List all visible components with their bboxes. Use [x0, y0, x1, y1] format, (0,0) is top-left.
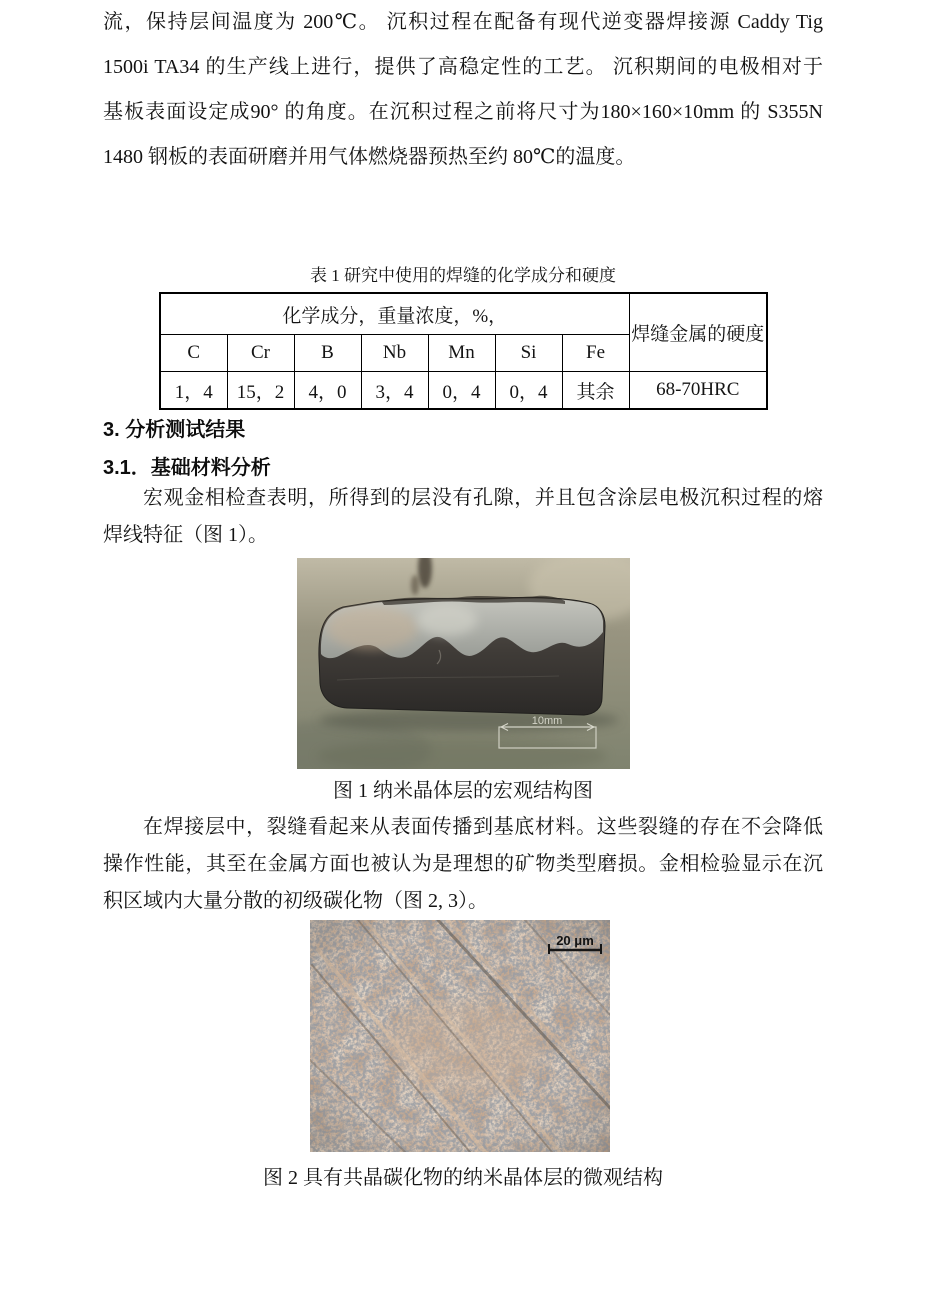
table-value-si: 0，4	[495, 372, 562, 410]
table-value-c: 1，4	[160, 372, 227, 410]
table-col-fe: Fe	[562, 335, 629, 372]
table-value-hardness: 68-70HRC	[629, 372, 767, 410]
table-col-cr: Cr	[227, 335, 294, 372]
paragraph-deposition-process	[103, 0, 823, 180]
table-value-cr: 15，2	[227, 372, 294, 410]
scale-bar-20um	[549, 933, 601, 954]
subsection-heading-base-material: 3.1．基础材料分析	[103, 457, 271, 479]
table-header-composition: 化学成分，重量浓度，%，	[160, 293, 629, 335]
composition-table	[159, 292, 768, 410]
paragraph-cracks-carbides	[103, 809, 823, 920]
paragraph-line: 积区域内大量分散的初级碳化物（图 2, 3）。	[103, 890, 488, 912]
figure-2-caption: 图 2 具有共晶碳化物的纳米晶体层的微观结构	[263, 1167, 663, 1189]
paragraph-line: 操作性能，其至在金属方面也被认为是理想的矿物类型磨损。金相检验显示在沉	[103, 853, 823, 875]
table-header-hardness: 焊缝金属的硬度	[629, 293, 767, 372]
paragraph-line: 1500i TA34 的生产线上进行，提供了高稳定性的工艺。 沉积期间的电极相对于	[103, 56, 823, 78]
table-value-b: 4，0	[294, 372, 361, 410]
table-row	[160, 372, 767, 410]
table-col-b: B	[294, 335, 361, 372]
paragraph-line: 在焊接层中，裂缝看起来从表面传播到基底材料。这些裂缝的存在不会降低	[143, 816, 823, 838]
figure-1-caption: 图 1 纳米晶体层的宏观结构图	[333, 780, 593, 802]
paragraph-line: 1480 钢板的表面研磨并用气体燃烧器预热至约 80℃的温度。	[103, 146, 636, 168]
scale-label-10mm: 10mm	[531, 715, 563, 727]
table-caption: 表 1 研究中使用的焊缝的化学成分和硬度	[310, 266, 616, 285]
table-col-nb: Nb	[361, 335, 428, 372]
paragraph-line: 基板表面设定成90° 的角度。在沉积过程之前将尺寸为180×160×10mm 的 S355N	[103, 101, 823, 123]
table-col-mn: Mn	[428, 335, 495, 372]
table-col-si: Si	[495, 335, 562, 372]
table-value-fe: 其余	[562, 372, 629, 410]
section-heading-results: 3. 分析测试结果	[103, 419, 246, 441]
metal-sample	[319, 596, 605, 715]
paragraph-line: 流，保持层间温度为 200℃。 沉积过程在配备有现代逆变器焊接源 Caddy Tig	[103, 11, 823, 33]
table-value-mn: 0，4	[428, 372, 495, 410]
figure-1-macro-photo	[297, 558, 630, 769]
figure-2-micro-photo	[310, 920, 610, 1152]
table-col-c: C	[160, 335, 227, 372]
table-value-nb: 3，4	[361, 372, 428, 410]
scale-label-20um: 20 μm	[556, 933, 594, 948]
paragraph-line: 宏观金相检查表明，所得到的层没有孔隙，并且包含涂层电极沉积过程的熔	[143, 487, 823, 509]
paragraph-macro-inspection	[103, 480, 823, 554]
table-row	[160, 293, 767, 335]
vignette	[310, 920, 610, 1152]
paragraph-line: 焊线特征（图 1）。	[103, 524, 268, 546]
